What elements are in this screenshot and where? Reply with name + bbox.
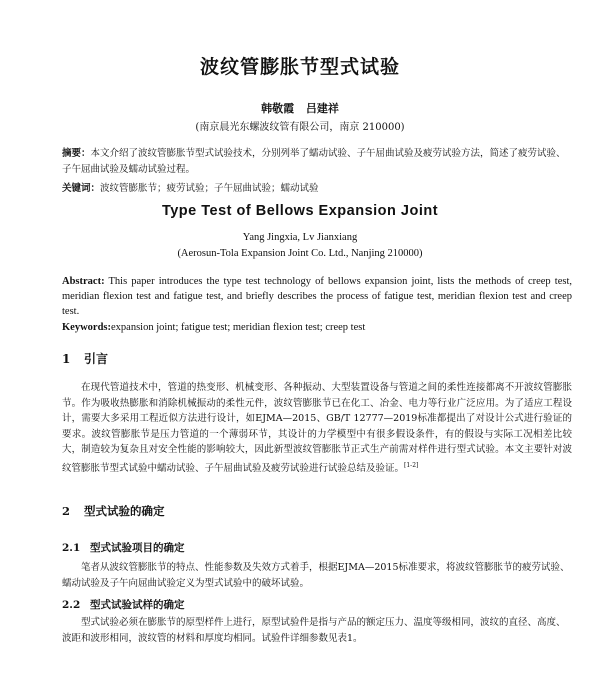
abstract-chinese-label: 摘要： <box>62 148 91 159</box>
authors-chinese: 韩敬霞 吕建祥 <box>261 102 339 115</box>
keywords-chinese <box>62 180 572 194</box>
section-2-2-body: 型式试验必须在膨胀节的原型样件上进行，原型试验件是指与产品的额定压力、温度等级相同，波纹的直径、高度、波距和波形相同，波纹管的材料和厚度均相同。试验件详细参数见表1。 <box>62 617 566 644</box>
section-2-1-heading <box>62 540 185 555</box>
title-english: Type Test of Bellows Expansion Joint <box>161 203 439 219</box>
section-1-number: 1 <box>62 352 71 366</box>
keywords-chinese-text: 波纹管膨胀节；疲劳试验；子午屈曲试验；蠕动试验 <box>100 183 319 194</box>
section-1-title: 引言 <box>84 352 109 366</box>
keywords-english-text: expansion joint; fatigue test; meridian flexion test; creep test <box>111 322 366 333</box>
authors-english: Yang Jingxia, Lv Jianxiang <box>242 232 358 243</box>
abstract-english <box>62 274 572 319</box>
abstract-chinese <box>62 146 572 178</box>
section-2-1-number: 2.1 <box>62 542 81 554</box>
abstract-chinese-text: 本文介绍了波纹管膨胀节型式试验技术，分别列举了蠕动试验、子午屈曲试验及疲劳试验方法，简述了疲劳试验、子午屈曲试验及蠕动试验过程。 <box>62 148 566 175</box>
affiliation-english: (Aerosun-Tola Expansion Joint Co. Ltd., Nanjing 210000) <box>177 248 423 259</box>
section-2-heading <box>62 503 165 519</box>
section-2-2-title: 型式试验试样的确定 <box>90 599 185 611</box>
section-1-body <box>62 380 572 477</box>
affiliation-chinese: (南京晨光东螺波纹管有限公司，南京 210000) <box>195 122 405 133</box>
title-chinese: 波纹管膨胀节型式试验 <box>199 56 400 78</box>
abstract-english-text: This paper introduces the type test technology of bellows expansion joint, lists the methods of creep test, meridian flexion test and fatigue test, and briefly describes the process of fatigue test, meridian flexion test and creep test. <box>62 276 572 317</box>
section-2-2-heading <box>62 597 185 612</box>
keywords-chinese-label: 关键词： <box>62 183 101 194</box>
section-1-heading <box>62 350 108 367</box>
section-2-1-title: 型式试验项目的确定 <box>90 542 185 554</box>
section-2-number: 2 <box>62 504 71 518</box>
section-1-text: 在现代管道技术中，管道的热变形、机械变形、各种振动、大型装置设备与管道之间的柔性连接都离不开波纹管膨胀节。作为吸收热膨胀和消除机械振动的柔性元件，波纹管膨胀节已在化工、冶金、电力等行业广泛应用。为了适应工程设计，需要大多采用工程近似方法进行设计，如EJMA—2015、GB/T 12777—2019标准都提出了对设计公式进行验证的要求。波纹管膨胀节是压力管道的一个薄弱环节，其设计的力学模型中有很多假设条件，有的假设与实际工况相差比较大，制造较为复杂且对安全性能的影响较大，因此新型波纹管膨胀节正式生产前需对样件进行型式试验。本文主要针对波纹管膨胀节型式试验中蠕动试验、子午屈曲试验及疲劳试验进行试验总结及验证。 <box>62 382 572 475</box>
keywords-english <box>62 322 572 333</box>
section-1-reference: [1-2] <box>404 461 419 469</box>
abstract-english-label: Abstract: <box>62 276 105 287</box>
keywords-english-label: Keywords: <box>62 322 111 333</box>
section-2-1-body: 笔者从波纹管膨胀节的特点、性能参数及失效方式着手，根据EJMA—2015标准要求，将波纹管膨胀节的疲劳试验、蠕动试验及子午向屈曲试验定义为型式试验中的破坏试验。 <box>62 562 570 589</box>
section-2-2-number: 2.2 <box>62 599 81 611</box>
section-2-title: 型式试验的确定 <box>84 504 165 518</box>
